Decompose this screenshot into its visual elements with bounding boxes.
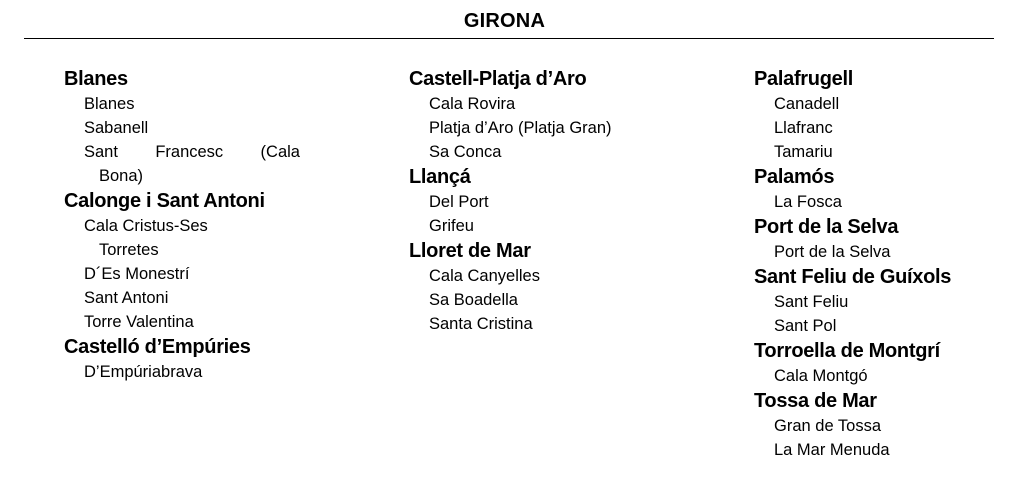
beach-item: Santa Cristina <box>429 315 533 333</box>
municipality-llanca <box>409 164 709 238</box>
beach-item: Platja d’Aro (Platja Gran) <box>429 119 612 137</box>
municipality-tossa-de-mar <box>754 388 1004 462</box>
beach-item: Sant Feliu <box>774 293 849 311</box>
page-title: GIRONA <box>463 10 546 32</box>
municipality-calonge <box>64 188 314 334</box>
beach-item: Sant Francesc (Cala <box>84 143 300 161</box>
column-1 <box>64 66 314 384</box>
beach-item-continuation: Bona) <box>99 167 144 185</box>
municipality-palamos <box>754 164 1004 214</box>
beach-item: Sant Antoni <box>84 289 169 307</box>
beach-item: Cala Montgó <box>774 367 868 385</box>
municipality-name: Castelló d’Empúries <box>64 336 251 358</box>
beach-item: Sa Boadella <box>429 291 518 309</box>
column-2 <box>409 66 709 336</box>
beach-item: Llafranc <box>774 119 833 137</box>
beach-item-continuation: Torretes <box>99 241 159 259</box>
municipality-blanes <box>64 66 314 188</box>
municipality-name: Palafrugell <box>754 68 853 90</box>
municipality-name: Castell-Platja d’Aro <box>409 68 587 90</box>
beach-item: La Fosca <box>774 193 842 211</box>
municipality-port-de-la-selva <box>754 214 1004 264</box>
municipality-castell-platja-daro <box>409 66 709 164</box>
beach-item: Sabanell <box>84 119 149 137</box>
beach-item: Sant Pol <box>774 317 837 335</box>
beach-item: Tamariu <box>774 143 833 161</box>
beach-item: Cala Rovira <box>429 95 516 113</box>
municipality-name: Port de la Selva <box>754 216 899 238</box>
beach-item: Port de la Selva <box>774 243 891 261</box>
beach-item: Cala Canyelles <box>429 267 540 285</box>
municipality-palafrugell <box>754 66 1004 164</box>
municipality-name: Lloret de Mar <box>409 240 531 262</box>
municipality-castello <box>64 334 314 384</box>
beach-item: Torre Valentina <box>84 313 194 331</box>
column-3 <box>754 66 1004 462</box>
beach-item: Sa Conca <box>429 143 502 161</box>
municipality-name: Calonge i Sant Antoni <box>64 190 265 212</box>
municipality-name: Sant Feliu de Guíxols <box>754 266 952 288</box>
beach-item: Canadell <box>774 95 840 113</box>
municipality-sant-feliu-de-guixols <box>754 264 1004 338</box>
beach-item: D’Empúriabrava <box>84 363 203 381</box>
beach-item: D´Es Monestrí <box>84 265 190 283</box>
beach-item: Cala Cristus-Ses <box>84 217 208 235</box>
beach-item: Gran de Tossa <box>774 417 882 435</box>
municipality-lloret-de-mar <box>409 238 709 336</box>
beach-item: Blanes <box>84 95 135 113</box>
municipality-name: Llançá <box>409 166 471 188</box>
municipality-name: Torroella de Montgrí <box>754 340 940 362</box>
municipality-name: Tossa de Mar <box>754 390 877 412</box>
title-divider <box>24 38 994 39</box>
beach-item: Grifeu <box>429 217 474 235</box>
beach-item: La Mar Menuda <box>774 441 890 459</box>
municipality-torroella-de-montgri <box>754 338 1004 388</box>
municipality-name: Blanes <box>64 68 128 90</box>
beach-item: Del Port <box>429 193 489 211</box>
municipality-name: Palamós <box>754 166 835 188</box>
